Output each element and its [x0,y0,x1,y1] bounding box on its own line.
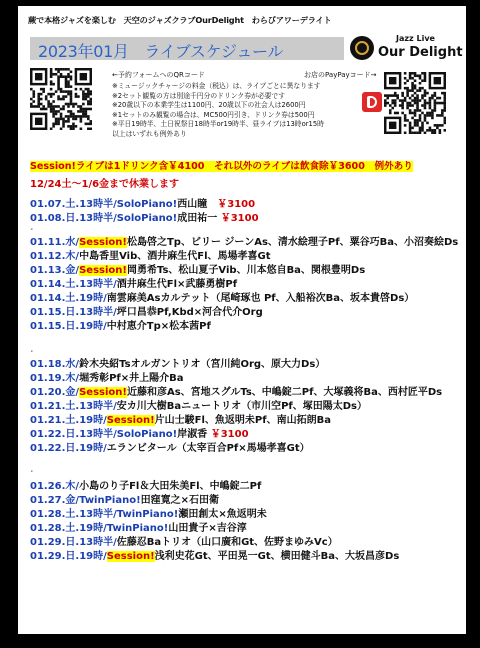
closed-notice: 12/24土～1/6金まで休業します [30,179,180,190]
schedule-text: 浅利史花Gt、平田晃一Gt、横田健斗Ba、大坂昌彦Ds [154,551,400,562]
schedule-text: 01.15.日.19時/ [30,321,107,332]
separator-dot: . [30,345,34,355]
schedule-text: 01.28.土.19時/ [30,523,107,534]
schedule-text: 01.22.日.19時/ [30,443,107,454]
schedule-text: 岡勇希Ts、松山夏子Vib、川本悠自Ba、関根豊明Ds [126,265,366,276]
schedule-text: 酒井麻生代Fl×武藤勇樹Pf [116,279,238,290]
schedule-text: 01.07.土.13時半/ [30,199,117,210]
schedule-text: 01.11.水/ [30,237,80,248]
schedule-row [30,414,331,428]
separator-dot: . [30,465,34,475]
schedule-row [30,494,219,508]
schedule-text: ￥3100 [210,429,249,440]
schedule-text: 01.27.金/ [30,495,80,506]
schedule-text: 01.13.金/ [30,265,80,276]
schedule-text: 01.21.土.19時/ [30,415,107,426]
schedule-text: 01.14.土.13時半/ [30,279,117,290]
schedule-row [30,480,261,494]
schedule-row [30,236,458,250]
schedule-row [30,306,263,320]
page-title: 2023年01月 ライブスケジュール [38,42,284,61]
schedule-text: 01.14.土.19時/ [30,293,107,304]
schedule-text: 01.08.日.13時半/ [30,213,117,224]
schedule-row [30,372,184,386]
schedule-row [30,264,365,278]
schedule-text: 瀬田創太×魚返明未 [178,509,267,520]
schedule-row [30,292,414,306]
schedule-text: 01.15.日.13時半/ [30,307,117,318]
schedule-text: TwinPiano! [116,509,179,520]
info-line: ※1セットのみ観覧の場合は、MC500円引き、ドリンク券は500円 [112,110,315,119]
schedule-sheet [18,6,466,634]
logo-big-text: Our Delight [378,45,463,60]
title-bar [30,37,344,60]
session-tag: Session! [106,415,155,426]
drink-notice: Session!ライブは1ドリンク含￥4100 それ以外のライブは飲食除￥3600 例外あり [30,161,413,172]
schedule-row [30,250,271,264]
schedule-row [30,386,442,400]
schedule-text: SoloPiano! [116,429,178,440]
schedule-text: 01.20.金/ [30,387,80,398]
schedule-text: 西山瞳 [177,199,218,210]
schedule-text: ￥3100 [217,199,256,210]
schedule-text: 01.29.日.19時/ [30,551,107,562]
schedule-text: 堀秀彰Pf×井上陽介Ba [79,373,184,384]
info-line: ※平日19時半、土日祝祭日18時半or19時半、昼ライブは13時or15時 [112,120,324,129]
info-line: ※ミュージックチャージの料金（税込）は、ライブごとに異なります [112,82,321,90]
schedule-row [30,522,247,536]
schedule-text: 近藤和彦As、宮地スグルTs、中嶋錠二Pf、大塚義将Ba、西村匠平Ds [126,387,443,398]
schedule-text: 松島啓之Tp、ビリー ジーンAs、清水絵理子Pf、粟谷巧Ba、小沼奏絵Ds [126,237,459,248]
club-logo [348,32,463,66]
schedule-text: 01.26.木/ [30,481,80,492]
schedule-text: SoloPiano! [116,213,178,224]
session-tag: Session! [79,387,127,398]
schedule-text: 01.28.土.13時半/ [30,509,117,520]
schedule-text: 01.29.日.13時半/ [30,537,117,548]
tagline: 蕨で本格ジャズを楽しむ 天空のジャズクラブOurDelight わらびアワーデライト [28,15,332,25]
paypay-label: お店のPayPayコード→ [304,71,377,79]
schedule-text: 安カ川大樹Baニュートリオ（市川空Pf、塚田陽太Ds） [116,401,367,412]
schedule-text: 山田貴子×吉谷淳 [168,523,247,534]
schedule-text: 片山士駿Fl、魚返明未Pf、南山拓朗Ba [154,415,331,426]
separator-dot: . [30,223,34,233]
schedule-row [30,320,211,334]
session-tag: Session! [79,237,127,248]
reserve-label: ←予約フォームへのQRコード [112,71,205,79]
schedule-text: SoloPiano! [116,199,178,210]
schedule-text: 01.18.水/ [30,359,80,370]
logo-disc-icon [350,36,374,60]
schedule-row [30,198,255,212]
schedule-row [30,400,367,414]
schedule-row [30,278,237,292]
schedule-text: 鈴木央紹Tsオルガントリオ（宮川純Org、原大力Ds） [79,359,326,370]
info-block [112,70,382,138]
schedule-row [30,550,399,564]
schedule-text: 01.22.日.13時半/ [30,429,117,440]
schedule-row [30,442,310,456]
session-tag: Session! [106,551,155,562]
schedule-text: 01.12.木/ [30,251,80,262]
schedule-text: 南雲麻美Asカルテット（尾崎琢也 Pf、入船裕次Ba、坂本貴啓Ds） [106,293,415,304]
schedule-text: TwinPiano! [106,523,169,534]
schedule-text: 中村恵介Tp×松本茜Pf [106,321,211,332]
schedule-row [30,428,249,442]
schedule-text: エランビタール（太宰百合Pf×馬場孝喜Gt） [106,443,310,454]
info-line: ※2セット観覧の方は別途千円分のドリンク券が必要です [112,91,286,100]
reservation-qr-code[interactable] [30,68,92,130]
info-line: ※20歳以下の本業学生は1100円、20歳以下の社会人は2600円 [112,101,306,110]
schedule-text: 小島のり子Fl＆大田朱美Fl、中嶋錠二Pf [79,481,262,492]
schedule-text: ￥3100 [220,213,259,224]
schedule-text: 坪口昌恭Pf,Kbd×河合代介Org [116,307,263,318]
session-tag: Session! [79,265,127,276]
schedule-text: 岸淑香 [177,429,211,440]
schedule-text: 成田祐一 [177,213,221,224]
schedule-row [30,536,338,550]
schedule-text: TwinPiano! [79,495,141,506]
schedule-row [30,508,267,522]
schedule-text: 01.21.土.13時半/ [30,401,117,412]
schedule-row [30,358,325,372]
schedule-row [30,212,259,226]
schedule-text: 佐藤忍Baトリオ（山口廣和Gt、佐野まゆみVc） [116,537,338,548]
logo-small-text: Jazz Live [396,34,435,43]
schedule-text: 田窪寛之×石田衛 [140,495,220,506]
paypay-qr-code[interactable] [384,72,446,134]
schedule-text: 01.19.木/ [30,373,80,384]
info-line: 以上はいずれも例外あり [112,129,187,138]
schedule-text: 中島香里Vib、酒井麻生代Fl、馬場孝喜Gt [79,251,271,262]
